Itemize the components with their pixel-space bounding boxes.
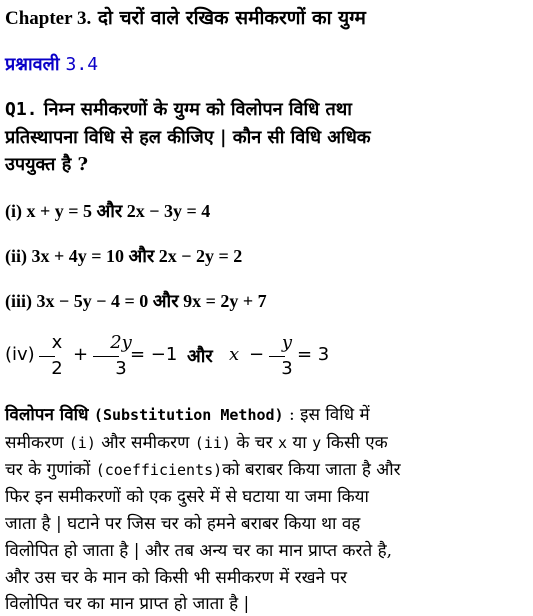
method-line-6: विलोपित हो जाता है | और तब अन्य चर का मान प्राप्त करते है,: [5, 541, 393, 561]
method-line-3: [5, 457, 401, 480]
equation-iv: [5, 332, 345, 382]
equals-three: = 3: [297, 344, 330, 365]
method-line-1: [5, 402, 370, 425]
equation-joiner: और: [128, 246, 155, 267]
method-line-8: विलोपित चर का मान प्राप्त हो जाता है |: [5, 594, 250, 614]
method-title: विलोपन विधि: [5, 405, 89, 425]
equation-left: 3x + 4y = 10: [31, 246, 125, 266]
chapter-number: Chapter 3.: [5, 8, 92, 29]
question-line-1: [5, 97, 352, 121]
equation-label: (iv): [5, 344, 35, 365]
fraction-denominator: 3: [115, 358, 127, 379]
equation-left: 3x − 5y − 4 = 0: [36, 291, 149, 311]
question-number: Q1.: [5, 99, 38, 120]
chapter-heading: [5, 4, 366, 30]
method-text: y: [312, 434, 322, 452]
method-line-2: [5, 430, 388, 453]
fraction-numerator: x: [51, 332, 63, 353]
equation-right: 2x − 3y = 4: [126, 201, 211, 221]
question-line-2: प्रतिस्थापना विधि से हल कीजिए | कौन सी विधि अधिक: [5, 127, 371, 148]
exercise-label: प्रश्नावली: [5, 54, 60, 75]
method-text: (i): [68, 434, 96, 452]
exercise-heading: [5, 52, 98, 76]
method-text: : इस विधि में: [288, 405, 370, 425]
method-text: (ii): [194, 434, 231, 452]
method-text: के चर: [236, 433, 273, 453]
equation-joiner: और: [187, 346, 213, 367]
method-text: और समीकरण: [101, 433, 190, 453]
method-text: किसी एक: [326, 433, 388, 453]
method-text: को बराबर किया जाता है और: [222, 460, 401, 480]
equation-label: (ii): [5, 246, 27, 266]
equation-right: 9x = 2y + 7: [183, 291, 267, 311]
plus-sign: +: [73, 344, 89, 365]
method-line-5: जाता है | घटाने पर जिस चर को हमने बराबर किया था वह: [5, 514, 361, 534]
minus-sign: −: [249, 344, 265, 365]
equation-joiner: और: [152, 291, 179, 312]
equation-ii: [5, 244, 242, 268]
equation-joiner: और: [96, 201, 123, 222]
chapter-title: दो चरों वाले रखिक समीकरणों का युग्म: [97, 7, 366, 29]
equals-minus-one: = −1: [130, 344, 178, 365]
equation-left: x + y = 5: [26, 201, 93, 221]
fraction-numerator: 2y: [110, 332, 132, 353]
fraction-bar: [269, 356, 285, 357]
fraction-bar: [39, 356, 55, 357]
equation-label: (iii): [5, 291, 32, 311]
method-text: (coefficients): [95, 461, 223, 479]
method-line-7: और उस चर के मान को किसी भी समीकरण में रखने पर: [5, 568, 347, 588]
variable-x: x: [229, 344, 240, 365]
method-title-english: (Substitution Method): [93, 406, 284, 424]
method-line-4: फिर इन समीकरणों को एक दुसरे में से घटाया या जमा किया: [5, 487, 369, 507]
method-text: x: [277, 434, 287, 452]
equation-iii: [5, 289, 267, 313]
equation-i: [5, 199, 210, 223]
exercise-number: 3.4: [65, 54, 99, 75]
question-line-3: उपयुक्त है ?: [5, 154, 89, 175]
method-text: समीकरण: [5, 433, 64, 453]
fraction-denominator: 2: [51, 358, 63, 379]
equation-right: 2x − 2y = 2: [158, 246, 243, 266]
method-text: चर के गुणांकों: [5, 460, 91, 480]
fraction-denominator: 3: [281, 358, 293, 379]
fraction-numerator: y: [281, 332, 293, 353]
fraction-bar: [93, 356, 119, 357]
equation-label: (i): [5, 201, 22, 221]
method-text: या: [292, 433, 307, 453]
question-text-1: निम्न समीकरणों के युग्म को विलोपन विधि तथा: [43, 99, 352, 120]
